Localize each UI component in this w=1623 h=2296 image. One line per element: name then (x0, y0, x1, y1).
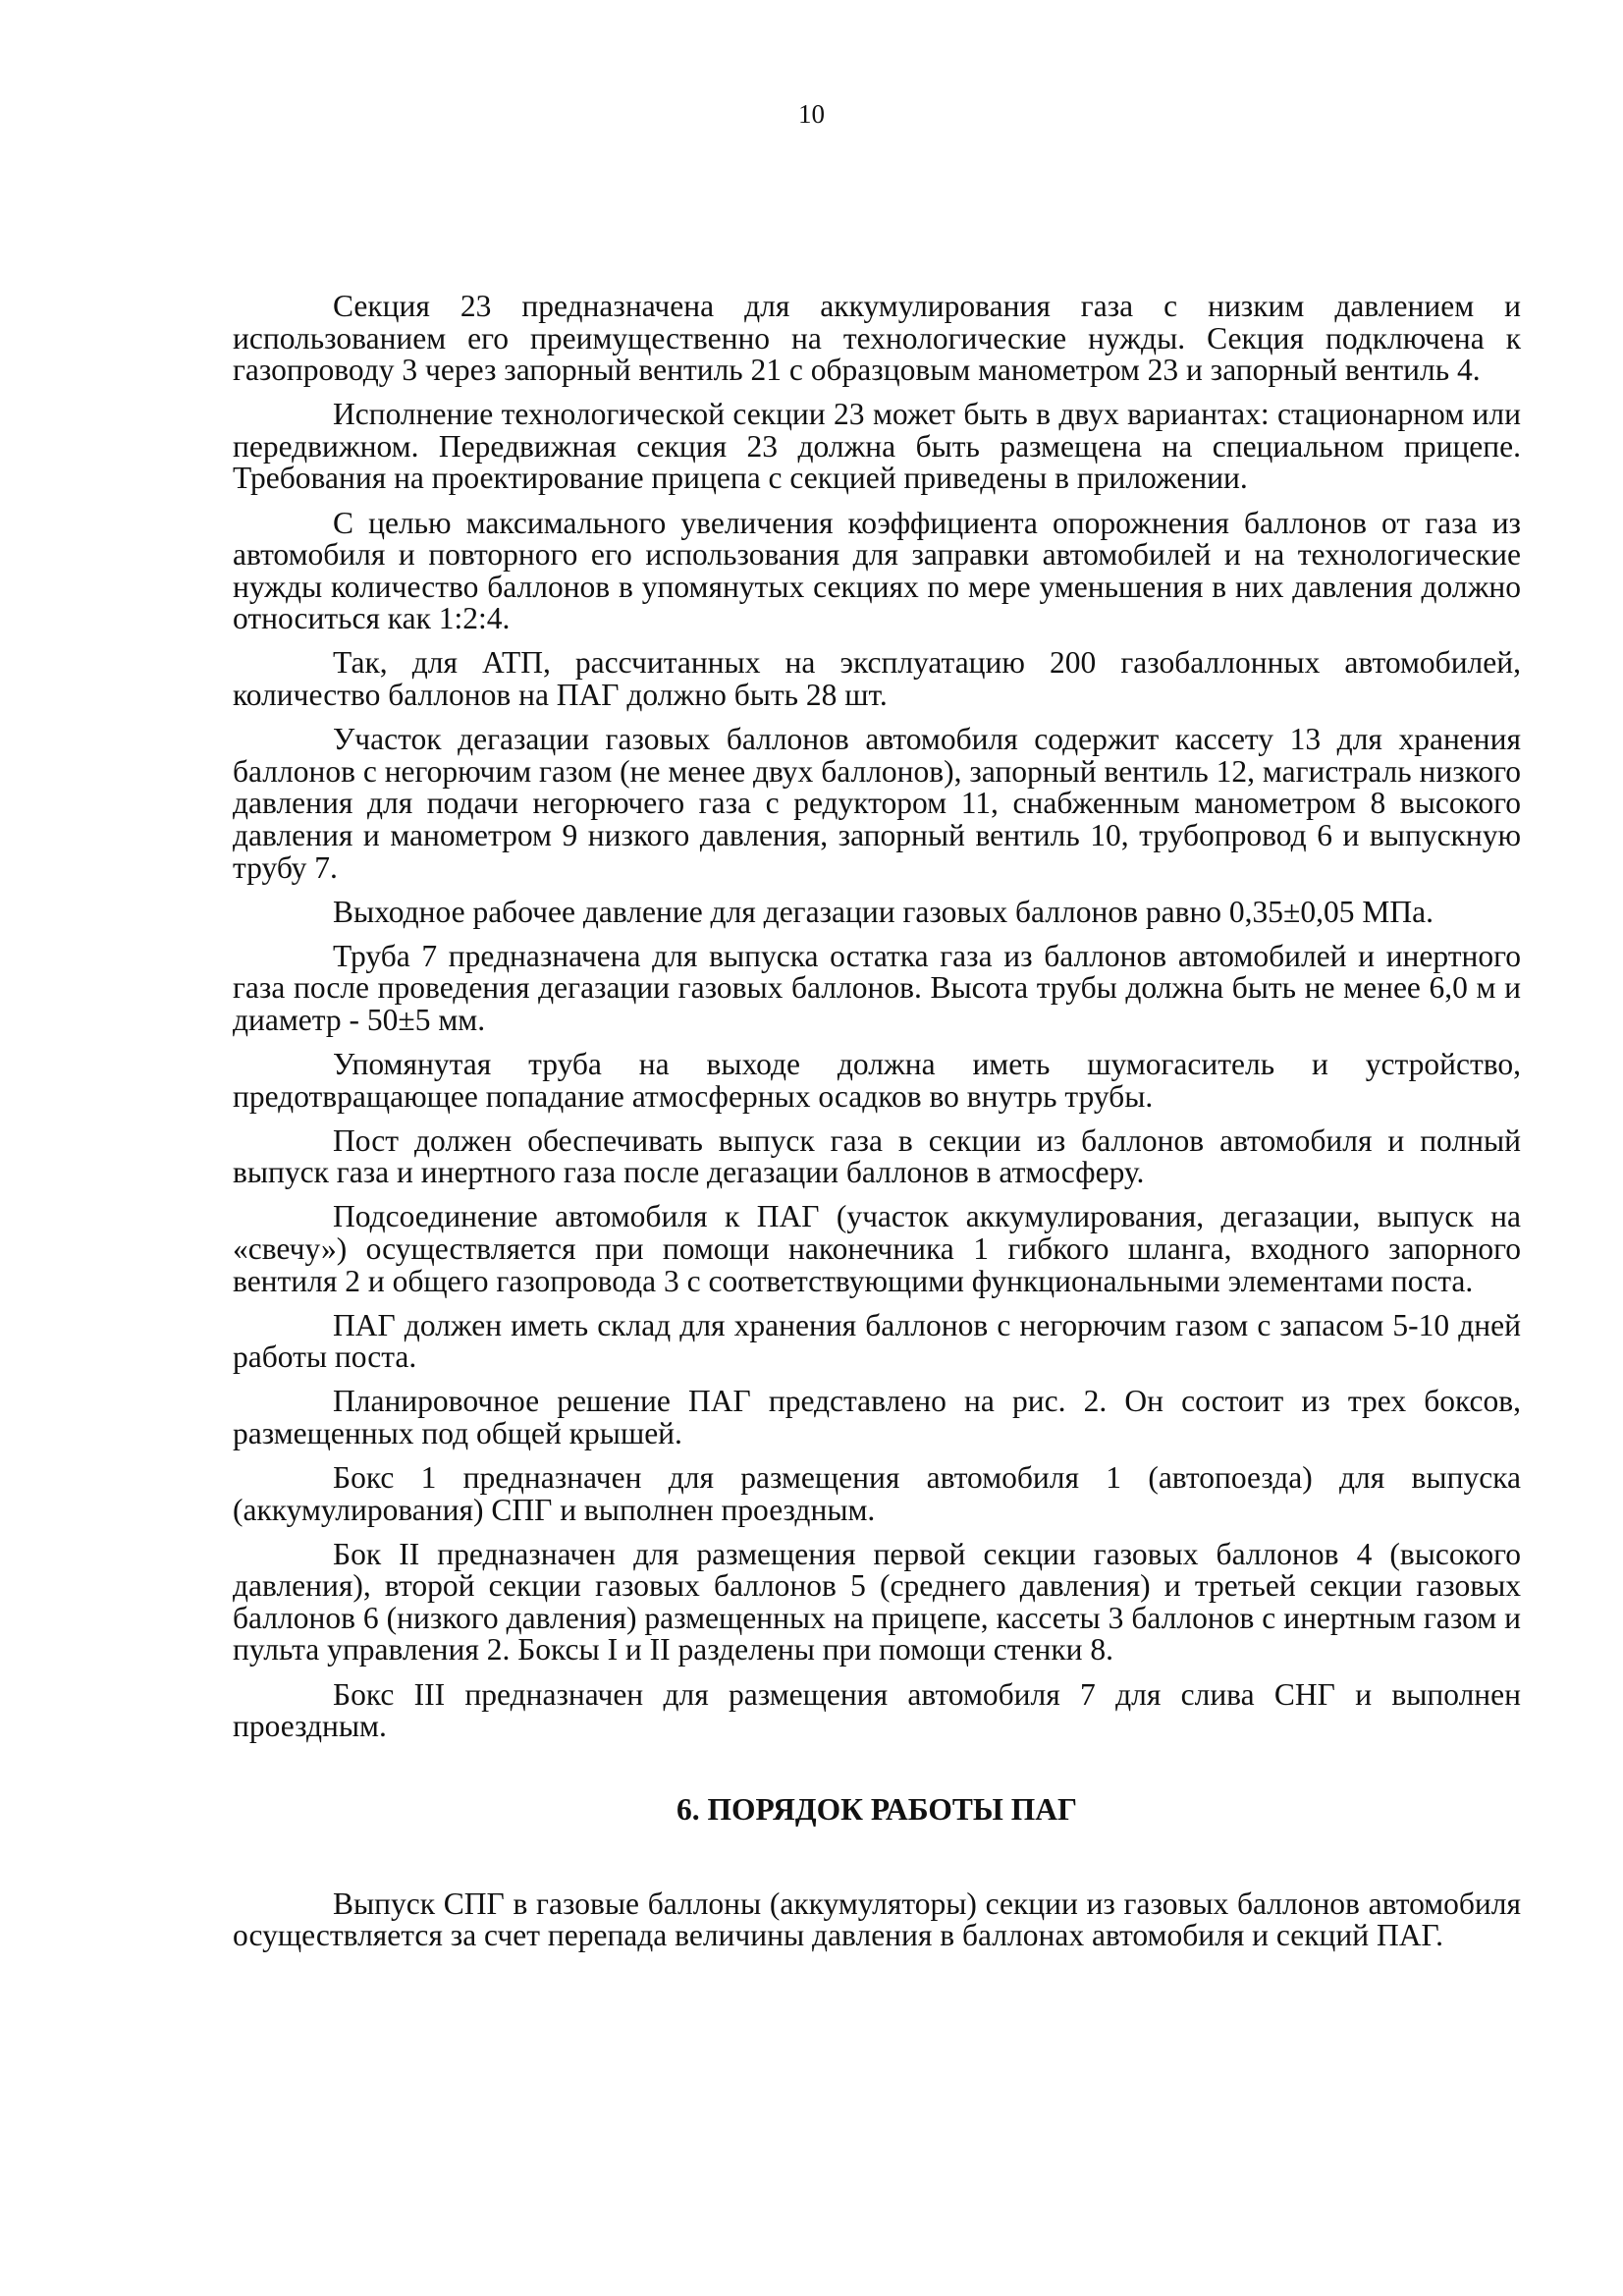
paragraph: Упомянутая труба на выходе должна иметь шумогаситель и устройство, предотвращающее попадание атмосферных осадков во внутрь трубы. (233, 1046, 1521, 1114)
paragraph: Выходное рабочее давление для дегазации газовых баллонов равно 0,35±0,05 МПа. (333, 894, 1434, 929)
paragraph: ПАГ должен иметь склад для хранения баллонов с негорючим газом с запасом 5-10 дней работы поста. (233, 1307, 1521, 1375)
paragraph: Секция 23 предназначена для аккумулирования газа с низким давлением и использованием его преимущественно на технологические нужды. Секция подключена к газопроводу 3 через запорный вентиль 21 с образцовым манометром 23 и запорный вентиль 4. (233, 289, 1521, 388)
paragraph: Бокс III предназначен для размещения автомобиля 7 для слива СНГ и выполнен проездным. (233, 1676, 1521, 1744)
paragraph: Бок II предназначен для размещения первой секции газовых баллонов 4 (высокого давления), второй секции газовых баллонов 5 (среднего давления) и третьей секции газовых баллонов 6 (низкого давления) размещенных на прицепе, кассеты 3 баллонов с инертным газом и пульта управления 2. Боксы I и II разделены при помощи стенки 8. (233, 1536, 1521, 1667)
document-body (233, 291, 1521, 1964)
paragraph: Участок дегазации газовых баллонов автомобиля содержит кассету 13 для хранения баллонов с негорючим газом (не менее двух баллонов), запорный вентиль 12, магистраль низкого давления для подачи негорючего газа с редуктором 11, снабженным манометром 8 высокого давления и манометром 9 низкого давления, запорный вентиль 10, трубопровод 6 и выпускную трубу 7. (233, 722, 1521, 885)
paragraph: Выпуск СПГ в газовые баллоны (аккумуляторы) секции из газовых баллонов автомобиля осуществляется за счет перепада величины давления в баллонах автомобиля и секций ПАГ. (233, 1886, 1521, 1953)
paragraph: Исполнение технологической секции 23 может быть в двух вариантах: стационарном или передвижном. Передвижная секция 23 должна быть размещена на специальном прицепе. Требования на проектирование прицепа с секцией приведены в приложении. (233, 397, 1521, 496)
paragraph: С целью максимального увеличения коэффициента опорожнения баллонов от газа из автомобиля и повторного его использования для заправки автомобилей и на технологические нужды количество баллонов в упомянутых секциях по мере уменьшения в них давления должно относиться как 1:2:4. (233, 505, 1521, 636)
paragraph: Планировочное решение ПАГ представлено на рис. 2. Он состоит из трех боксов, размещенных под общей крышей. (233, 1384, 1521, 1450)
page-number: 10 (798, 99, 825, 129)
paragraph: Бокс 1 предназначен для размещения автомобиля 1 (автопоезда) для выпуска (аккумулирования) СПГ и выполнен проездным. (233, 1460, 1521, 1527)
section-heading: 6. ПОРЯДОК РАБОТЫ ПАГ (676, 1791, 1077, 1827)
paragraph: Подсоединение автомобиля к ПАГ (участок аккумулирования, дегазации, выпуск на «свечу») осуществляется при помощи наконечника 1 гибкого шланга, входного запорного вентиля 2 и общего газопровода 3 с соответствующими функциональными элементами поста. (233, 1199, 1521, 1298)
paragraph: Труба 7 предназначена для выпуска остатка газа из баллонов автомобилей и инертного газа после проведения дегазации газовых баллонов. Высота трубы должна быть не менее 6,0 м и диаметр - 50±5 мм. (233, 938, 1521, 1037)
paragraph: Пост должен обеспечивать выпуск газа в секции из баллонов автомобиля и полный выпуск газа и инертного газа после дегазации баллонов в атмосферу. (233, 1122, 1521, 1190)
paragraph: Так, для АТП, рассчитанных на эксплуатацию 200 газобаллонных автомобилей, количество баллонов на ПАГ должно быть 28 шт. (233, 645, 1521, 713)
